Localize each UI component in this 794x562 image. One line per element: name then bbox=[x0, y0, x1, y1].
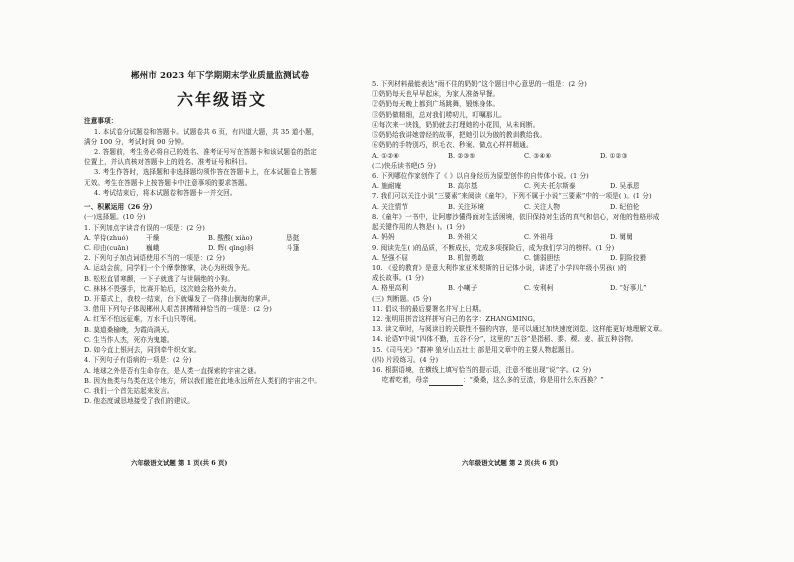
option: C. ③④⑥ bbox=[524, 151, 552, 160]
option: D. 辉( qǐng)斜 bbox=[208, 243, 254, 252]
exam-title: 郴州市 2023 年下学期期末学业质量监测试卷 bbox=[130, 71, 310, 81]
option: D. ①②③ bbox=[600, 151, 628, 160]
option: D. “好事儿” bbox=[610, 284, 647, 293]
option: C. 列夫·托尔斯泰 bbox=[524, 182, 576, 191]
judge-item: 13. 读文章时，与阅读目的关联性不强的内容，是可以通过加快速度浏览、这样能更好地理解文章。 bbox=[372, 325, 667, 334]
option: D. 他态度诚恳地接受了我们的建议。 bbox=[84, 397, 194, 406]
question-8-continued: 起关键作用的人物是( )。(1 分) bbox=[372, 223, 466, 232]
question-10-continued: 成长故事。(1 分) bbox=[372, 274, 424, 283]
answer-blank[interactable] bbox=[429, 379, 463, 386]
subject-title: 六年级语文 bbox=[176, 90, 267, 110]
option: B. 高尔基 bbox=[448, 182, 478, 191]
option: A. 关注情节 bbox=[372, 202, 409, 211]
question-16: 16. 根据语境，在横线上填写恰当的提示语，注意不能出现“说”字。(2 分) bbox=[372, 366, 592, 375]
question-8: 8.《童年》一书中，让阿廖沙懂得面对生活困境，依旧保持对生活的真气和信心，对他的性格形成 bbox=[372, 212, 660, 221]
option: 恳挺 bbox=[286, 233, 300, 242]
question-7: 7. 我们可以关注小说“三要素”来阅读《童年》，下列不属于小说“三要素”中的一项是( )。(1 分) bbox=[372, 192, 652, 201]
note-line: 1. 本试卷分试题卷和答题卡。试题卷共 6 页，有四道大题，共 35 道小题， bbox=[94, 127, 319, 136]
option: A. 施耐庵 bbox=[372, 182, 402, 191]
option: B. ②③⑤ bbox=[448, 151, 476, 160]
note-line: 满分 100 分，考试时间 90 分钟。 bbox=[84, 137, 188, 146]
notes-heading: 注意事项： bbox=[84, 117, 118, 126]
material-item: ②奶奶每天晚上都到广场跳舞，锻炼身体。 bbox=[372, 100, 500, 109]
options-row bbox=[84, 233, 360, 243]
option: 干燥 bbox=[146, 233, 160, 242]
question-3: 3. 借用下列句子体现郴州人艰苦拼搏精神恰当的一项是：(2 分) bbox=[84, 305, 272, 314]
option: D. 吴承恩 bbox=[610, 182, 640, 191]
judge-item: 15.《司马光》“群神 狼牙山五壮士 部是用文章中的主要人物起题目。 bbox=[372, 345, 579, 354]
judge-item: 14. 论语Y中说“四体不勤，五谷不分”，这里的“五谷”是指稻、黍、稷、麦、菽五种谷物。 bbox=[372, 335, 638, 344]
page-1 bbox=[84, 70, 360, 406]
options-row bbox=[372, 202, 672, 212]
option: D. 纪伯伦 bbox=[610, 202, 640, 211]
option: D. 开幕式上，我校一结束，台下就爆发了一阵排山倒海的掌声。 bbox=[84, 295, 275, 304]
page-2 bbox=[372, 79, 672, 386]
options-row bbox=[84, 243, 360, 253]
page-footer: 六年级语文试题 第 1 页(共 6 页) bbox=[131, 459, 228, 467]
note-line: 无效。考生在答题卡上按答题卡中注意事项的要求答题。 bbox=[84, 178, 252, 187]
material-item: ③奶奶做精细，总对我们唠叨儿，叮嘱那儿。 bbox=[372, 110, 506, 119]
option: C. 我们一个首先站起来发言。 bbox=[84, 387, 174, 395]
option: D. 舅舅 bbox=[610, 233, 633, 242]
option: C. 关注人物 bbox=[524, 202, 561, 211]
note-line: 2. 答题前，考生务必将自己的姓名、准考证号写在答题卡和该试题卷的指定 bbox=[94, 147, 317, 156]
question-4: 4. 下列句子有语病的一项是：(2 分) bbox=[84, 356, 192, 365]
option: B. 因为鱼类与鸟类在这个地方，所以我们能在此地永远所在人类们的宇宙之中。 bbox=[84, 376, 321, 385]
question-9: 9. 阅读先生( )的品质，不断成长，完成多项探险后，成为我们学习的榜样。(1 分) bbox=[372, 243, 615, 252]
note-line: 位置上，并认真核对答题卡上的姓名、准考证号和科目。 bbox=[84, 158, 252, 167]
section-heading: 一、积累运用（26 分） bbox=[84, 203, 157, 212]
option: D. 如今直上银河去，同到牵牛织女家。 bbox=[84, 346, 201, 355]
material-item: ⑤奶奶给我讲她曾经的故事，把她引以为傲的教训教给我。 bbox=[372, 131, 547, 140]
judge-item: 11. 倡议书的最后要署名并写上日期。 bbox=[372, 304, 486, 313]
question-6: 6. 下列哪位作家创作了《 》以自身经历为原型创作的自传体小说。(1 分) bbox=[372, 171, 589, 180]
option: A. 苹侍(zhuó) bbox=[84, 233, 129, 242]
option: C. 外祖母 bbox=[524, 233, 554, 242]
material-item: ①奶奶每天也早早起床，为家人准备早餐。 bbox=[372, 90, 500, 99]
question-10: 10. 《爱的教育》是意大利作家亚米契斯的日记体小说，讲述了小学四年级小男孩( )的 bbox=[372, 263, 627, 272]
judge-item: 12. 张明用拼音这样拼写自己的名字：ZHANGMING。 bbox=[372, 315, 540, 324]
options-row bbox=[372, 181, 672, 191]
material-item: ⑥奶奶的手特别巧，织毛衣、秒案、做点心样样精通。 bbox=[372, 141, 533, 150]
option: B. 外祖父 bbox=[448, 233, 478, 242]
option: A. 格里高利 bbox=[372, 284, 409, 293]
options-row bbox=[372, 283, 672, 293]
option: A. 红军不怕远征难，万水千山只等闲。 bbox=[84, 315, 201, 324]
question-1: 1. 下列加点字读音有误的一项是：(2 分) bbox=[84, 223, 205, 232]
option: A. 妈妈 bbox=[372, 233, 395, 242]
fill-in-prefix: 吃着吃着，母亲 bbox=[382, 376, 429, 385]
material-item: ④每次来一块钱，奶奶就去打理她的小花园，从未间断。 bbox=[372, 120, 540, 129]
option: C. 安利柯 bbox=[524, 284, 554, 293]
options-row bbox=[372, 253, 672, 263]
note-line: 4. 考试结束后，将本试题卷和答题卡一并交回。 bbox=[94, 188, 237, 197]
option: C. 生当作人杰，死亦为鬼雄。 bbox=[84, 335, 174, 344]
option: D. 阴险狡猾 bbox=[610, 253, 647, 262]
option: C. 印由(cuān) bbox=[84, 243, 129, 252]
option: A. 运动会前，同学们一个个摩拳擦掌，决心为班级争光。 bbox=[84, 264, 254, 273]
option: A. 地球之外是否有生命存在，是人类一直探索的宇宙之谜。 bbox=[84, 366, 261, 375]
option: B. 小喇子 bbox=[448, 284, 478, 293]
option: A. ①②⑥ bbox=[372, 151, 400, 160]
option: B. 酸酸( xiào) bbox=[208, 233, 253, 242]
option: C. 林林不畏强手，比赛开始后，这次她会格外卖力。 bbox=[84, 284, 241, 293]
fill-in-line bbox=[372, 375, 672, 385]
options-row bbox=[372, 232, 672, 242]
part-heading: (二)快乐读书吧(5 分) bbox=[372, 161, 437, 170]
fill-in-suffix: ：“桑桑，这么多的豆渣，你是用什么东西换？” bbox=[462, 376, 604, 385]
options-row bbox=[372, 151, 672, 161]
part-heading: (四) 片段练习。(4 分) bbox=[372, 355, 439, 364]
page-footer: 六年级语文试题 第 2 页(共 6 页) bbox=[462, 459, 559, 467]
part-heading: (一)选择题。(10 分) bbox=[84, 213, 146, 222]
option: C. 懦弱胆怯 bbox=[524, 253, 561, 262]
part-heading: (三) 判断题。(5 分) bbox=[372, 294, 432, 303]
question-5: 5. 下列材料最能表达“雨不住的奶奶”这个题目中心意思的一组是：(2 分) bbox=[372, 80, 587, 88]
question-2: 2. 下列句子加点词语使用不当的一项是：(2 分) bbox=[84, 254, 226, 263]
option: B. 松松直冒寒颤，一下子就逃了与世隔绝的小狗。 bbox=[84, 274, 234, 283]
option: A. 坚强不屈 bbox=[372, 253, 409, 262]
option: B. 机智勇敢 bbox=[448, 253, 485, 262]
option: 斗篷 bbox=[286, 243, 300, 252]
note-line: 3. 考生作答时，选择题和非选择题均须作答在答题卡上，在本试题卷上答题 bbox=[94, 168, 317, 177]
option: 巍峨 bbox=[146, 243, 160, 252]
option: B. 关注环境 bbox=[448, 202, 485, 211]
option: B. 莫道桑榆晚，为霞尚满天。 bbox=[84, 325, 174, 334]
